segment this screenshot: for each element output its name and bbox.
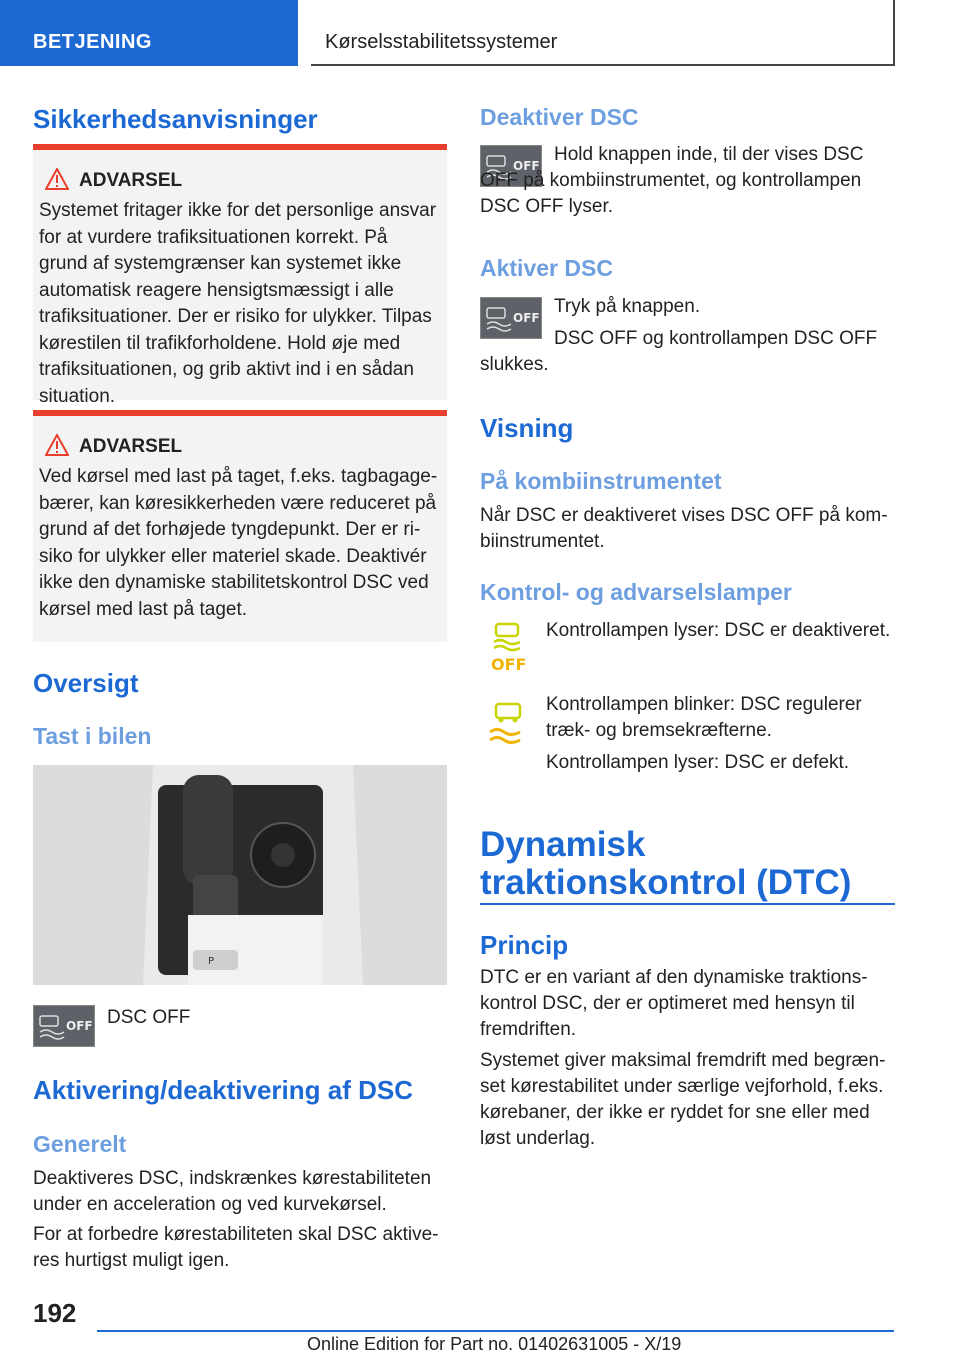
safety-title: Sikkerhedsanvisninger — [33, 104, 318, 134]
svg-text:OFF: OFF — [491, 655, 527, 674]
principle-p2: Systemet giver maksimal fremdrift med begrænset kørestabilitet under særlige vejforhold, f.eks. kørebaner, der ikke er ryddet for sne eller med løst underlag. — [480, 1050, 886, 1149]
warning-label: ADVARSEL — [79, 170, 183, 191]
cluster-text: Når DSC er deaktiveret vises DSC OFF på kombiinstrumentet. — [480, 505, 888, 552]
svg-text:OFF: OFF — [513, 311, 540, 325]
general-title: Generelt — [33, 1131, 127, 1157]
warning-box-2 — [33, 410, 447, 642]
dsc-lamp-icon — [484, 700, 532, 748]
dtc-title: Dynamisk traktionskontrol (DTC) — [480, 825, 852, 902]
key-title: Tast i bilen — [33, 723, 152, 749]
overview-title: Oversigt — [33, 668, 139, 698]
cluster-title: På kombiinstrumentet — [480, 468, 722, 494]
dsc-off-label: DSC OFF — [107, 1007, 191, 1028]
warning-text: Systemet fritager ikke for det personlige ansvar for at vurdere trafiksituationen korrekt. På grund af systemgrænser kan systemet ikke automatisk reagere hensigtsmæssigt i alle trafiksituationer. Der er risiko for ulykker. Tilpas kørestilen til trafikforholdene. Hold øje med trafiksituationen, og grib aktivt ind i en sådan situation. — [39, 200, 437, 407]
section-rule — [480, 903, 895, 905]
activate-p1: Tryk på knappen. — [554, 296, 701, 317]
warning-label: ADVARSEL — [79, 436, 183, 457]
principle-p1: DTC er en variant af den dynamiske traktionskontrol DSC, der er optimeret med hensyn til fremdriften. — [480, 967, 868, 1040]
lamp2-text2: Kontrollampen lyser: DSC er defekt. — [546, 752, 850, 773]
page-number: 192 — [33, 1298, 77, 1328]
activate-title: Aktiver DSC — [480, 255, 613, 281]
header-section: BETJENING — [0, 0, 298, 66]
lamp1-text: Kontrollampen lyser: DSC er deaktiveret. — [546, 620, 891, 641]
dsc-off-button-icon — [33, 1005, 95, 1047]
warning-triangle-icon — [45, 434, 69, 456]
svg-text:OFF: OFF — [66, 1019, 93, 1033]
svg-text:P: P — [208, 956, 215, 967]
svg-text:OFF: OFF — [513, 159, 540, 173]
header-chapter: Kørselsstabilitetssystemer — [311, 0, 895, 66]
warning-box-1 — [33, 144, 447, 407]
deactivate-text: Hold knappen inde, til der vises DSC OFF på kombiinstrumentet, og kontrollampen DSC OFF lyser. — [480, 144, 864, 217]
activate-p2: DSC OFF og kontrollampen DSC OFF slukkes. — [480, 328, 878, 375]
console-photo — [33, 765, 447, 985]
footer-edition: Online Edition for Part no. 01402631005 - X/19 — [307, 1334, 682, 1354]
dsc-off-lamp-icon — [486, 620, 530, 674]
lamp2-text1: Kontrollampen blinker: DSC regulerer træk- og bremsekræfterne. — [546, 694, 862, 741]
principle-title: Princip — [480, 930, 569, 960]
footer-rule — [97, 1330, 894, 1332]
warning-triangle-icon — [45, 168, 69, 190]
general-p1: Deaktiveres DSC, indskrænkes kørestabiliteten under en acceleration og ved kurvekørsel. — [33, 1168, 432, 1215]
lamps-title: Kontrol- og advarselslamper — [480, 579, 792, 605]
activation-title: Aktivering/deaktivering af DSC — [33, 1075, 413, 1105]
deactivate-title: Deaktiver DSC — [480, 104, 639, 130]
display-title: Visning — [480, 413, 574, 443]
warning-text: Ved kørsel med last på taget, f.eks. tagbagagebærer, kan køresikkerheden være reduceret på grund af det forhøjede tyngdepunkt. Der er risiko for ulykker eller materiel skade. Deaktivér ikke den dynamiske stabilitetskontrol DSC ved kørsel med last på taget. — [39, 466, 438, 620]
general-p2: For at forbedre kørestabiliteten skal DSC aktiveres hurtigst muligt igen. — [33, 1224, 439, 1271]
